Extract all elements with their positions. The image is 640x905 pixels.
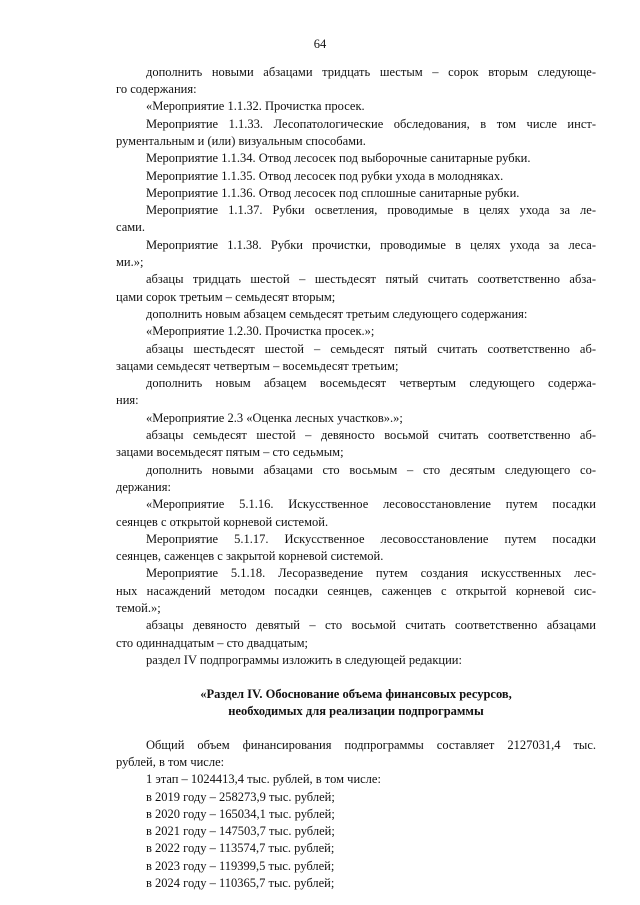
paragraph-line: зацами восемьдесят пятым – сто седьмым;	[116, 445, 344, 459]
paragraph-line: абзацы шестьдесят шестой – семьдесят пятый считать соответственно аб-	[146, 342, 596, 356]
list-item: Мероприятие 1.1.34. Отвод лесосек под выборочные санитарные рубки.	[146, 151, 531, 165]
list-item: ных насаждений методом посадки сеянцев, саженцев с открытой корневой сис-	[116, 584, 596, 598]
paragraph-line: абзацы тридцать шестой – шестьдесят пятый считать соответственно абза-	[146, 272, 596, 286]
list-item: «Мероприятие 1.2.30. Прочистка просек.»;	[146, 324, 375, 338]
funding-year: в 2019 году – 258273,9 тыс. рублей;	[146, 790, 335, 804]
list-item: сеянцев с открытой корневой системой.	[116, 515, 329, 529]
funding-year: в 2022 году – 113574,7 тыс. рублей;	[146, 841, 335, 855]
list-item: сеянцев, саженцев с закрытой корневой системой.	[116, 549, 384, 563]
list-item: темой.»;	[116, 601, 161, 615]
funding-year: в 2024 году – 110365,7 тыс. рублей;	[146, 876, 335, 890]
list-item: «Мероприятие 1.1.32. Прочистка просек.	[146, 99, 365, 113]
list-item: Мероприятие 1.1.33. Лесопатологические обследования, в том числе инст-	[146, 117, 596, 131]
list-item: сами.	[116, 220, 145, 234]
list-item: «Мероприятие 2.3 «Оценка лесных участков».»;	[146, 411, 403, 425]
paragraph-line: раздел IV подпрограммы изложить в следующей редакции:	[146, 653, 462, 667]
paragraph-line: ния:	[116, 393, 139, 407]
list-item: Мероприятие 1.1.35. Отвод лесосек под рубки ухода в молодняках.	[146, 169, 504, 183]
paragraph-line: рублей, в том числе:	[116, 755, 225, 769]
funding-year: в 2023 году – 119399,5 тыс. рублей;	[146, 859, 335, 873]
paragraph-line: дополнить новыми абзацами сто восьмым – сто десятым следующего со-	[146, 463, 596, 477]
page-number: 64	[313, 37, 327, 51]
paragraph-line: дополнить новым абзацем восемьдесят четвертым следующего содержа-	[146, 376, 596, 390]
list-item: ми.»;	[116, 255, 144, 269]
list-item: Мероприятие 5.1.18. Лесоразведение путем создания искусственных лес-	[146, 566, 596, 580]
funding-stage: 1 этап – 1024413,4 тыс. рублей, в том числе:	[146, 772, 381, 786]
section-heading: «Раздел IV. Обоснование объема финансовых ресурсов,	[200, 687, 512, 701]
funding-year: в 2020 году – 165034,1 тыс. рублей;	[146, 807, 335, 821]
list-item: рументальным и (или) визуальным способами.	[116, 134, 366, 148]
paragraph-line: абзацы девяносто девятый – сто восьмой считать соответственно абзацами	[146, 618, 596, 632]
funding-year: в 2021 году – 147503,7 тыс. рублей;	[146, 824, 335, 838]
paragraph-line: сто одиннадцатым – сто двадцатым;	[116, 636, 309, 650]
paragraph-line: дополнить новыми абзацами тридцать шестым – сорок вторым следующе-	[146, 65, 596, 79]
paragraph-line: держания:	[116, 480, 171, 494]
paragraph-line: абзацы семьдесят шестой – девяносто восьмой считать соответственно аб-	[146, 428, 596, 442]
section-heading: необходимых для реализации подпрограммы	[228, 704, 484, 718]
paragraph-line: зацами семьдесят четвертым – восемьдесят третьим;	[116, 359, 399, 373]
paragraph-line: цами сорок третьим – семьдесят вторым;	[116, 290, 336, 304]
list-item: Мероприятие 1.1.36. Отвод лесосек под сплошные санитарные рубки.	[146, 186, 520, 200]
paragraph-line: Общий объем финансирования подпрограммы составляет 2127031,4 тыс.	[146, 738, 596, 752]
list-item: Мероприятие 1.1.38. Рубки прочистки, проводимые в целях ухода за леса-	[146, 238, 596, 252]
list-item: Мероприятие 1.1.37. Рубки осветления, проводимые в целях ухода за ле-	[146, 203, 596, 217]
list-item: «Мероприятие 5.1.16. Искусственное лесовосстановление путем посадки	[146, 497, 596, 511]
paragraph-line: го содержания:	[116, 82, 197, 96]
paragraph-line: дополнить новым абзацем семьдесят третьим следующего содержания:	[146, 307, 528, 321]
list-item: Мероприятие 5.1.17. Искусственное лесовосстановление путем посадки	[146, 532, 596, 546]
